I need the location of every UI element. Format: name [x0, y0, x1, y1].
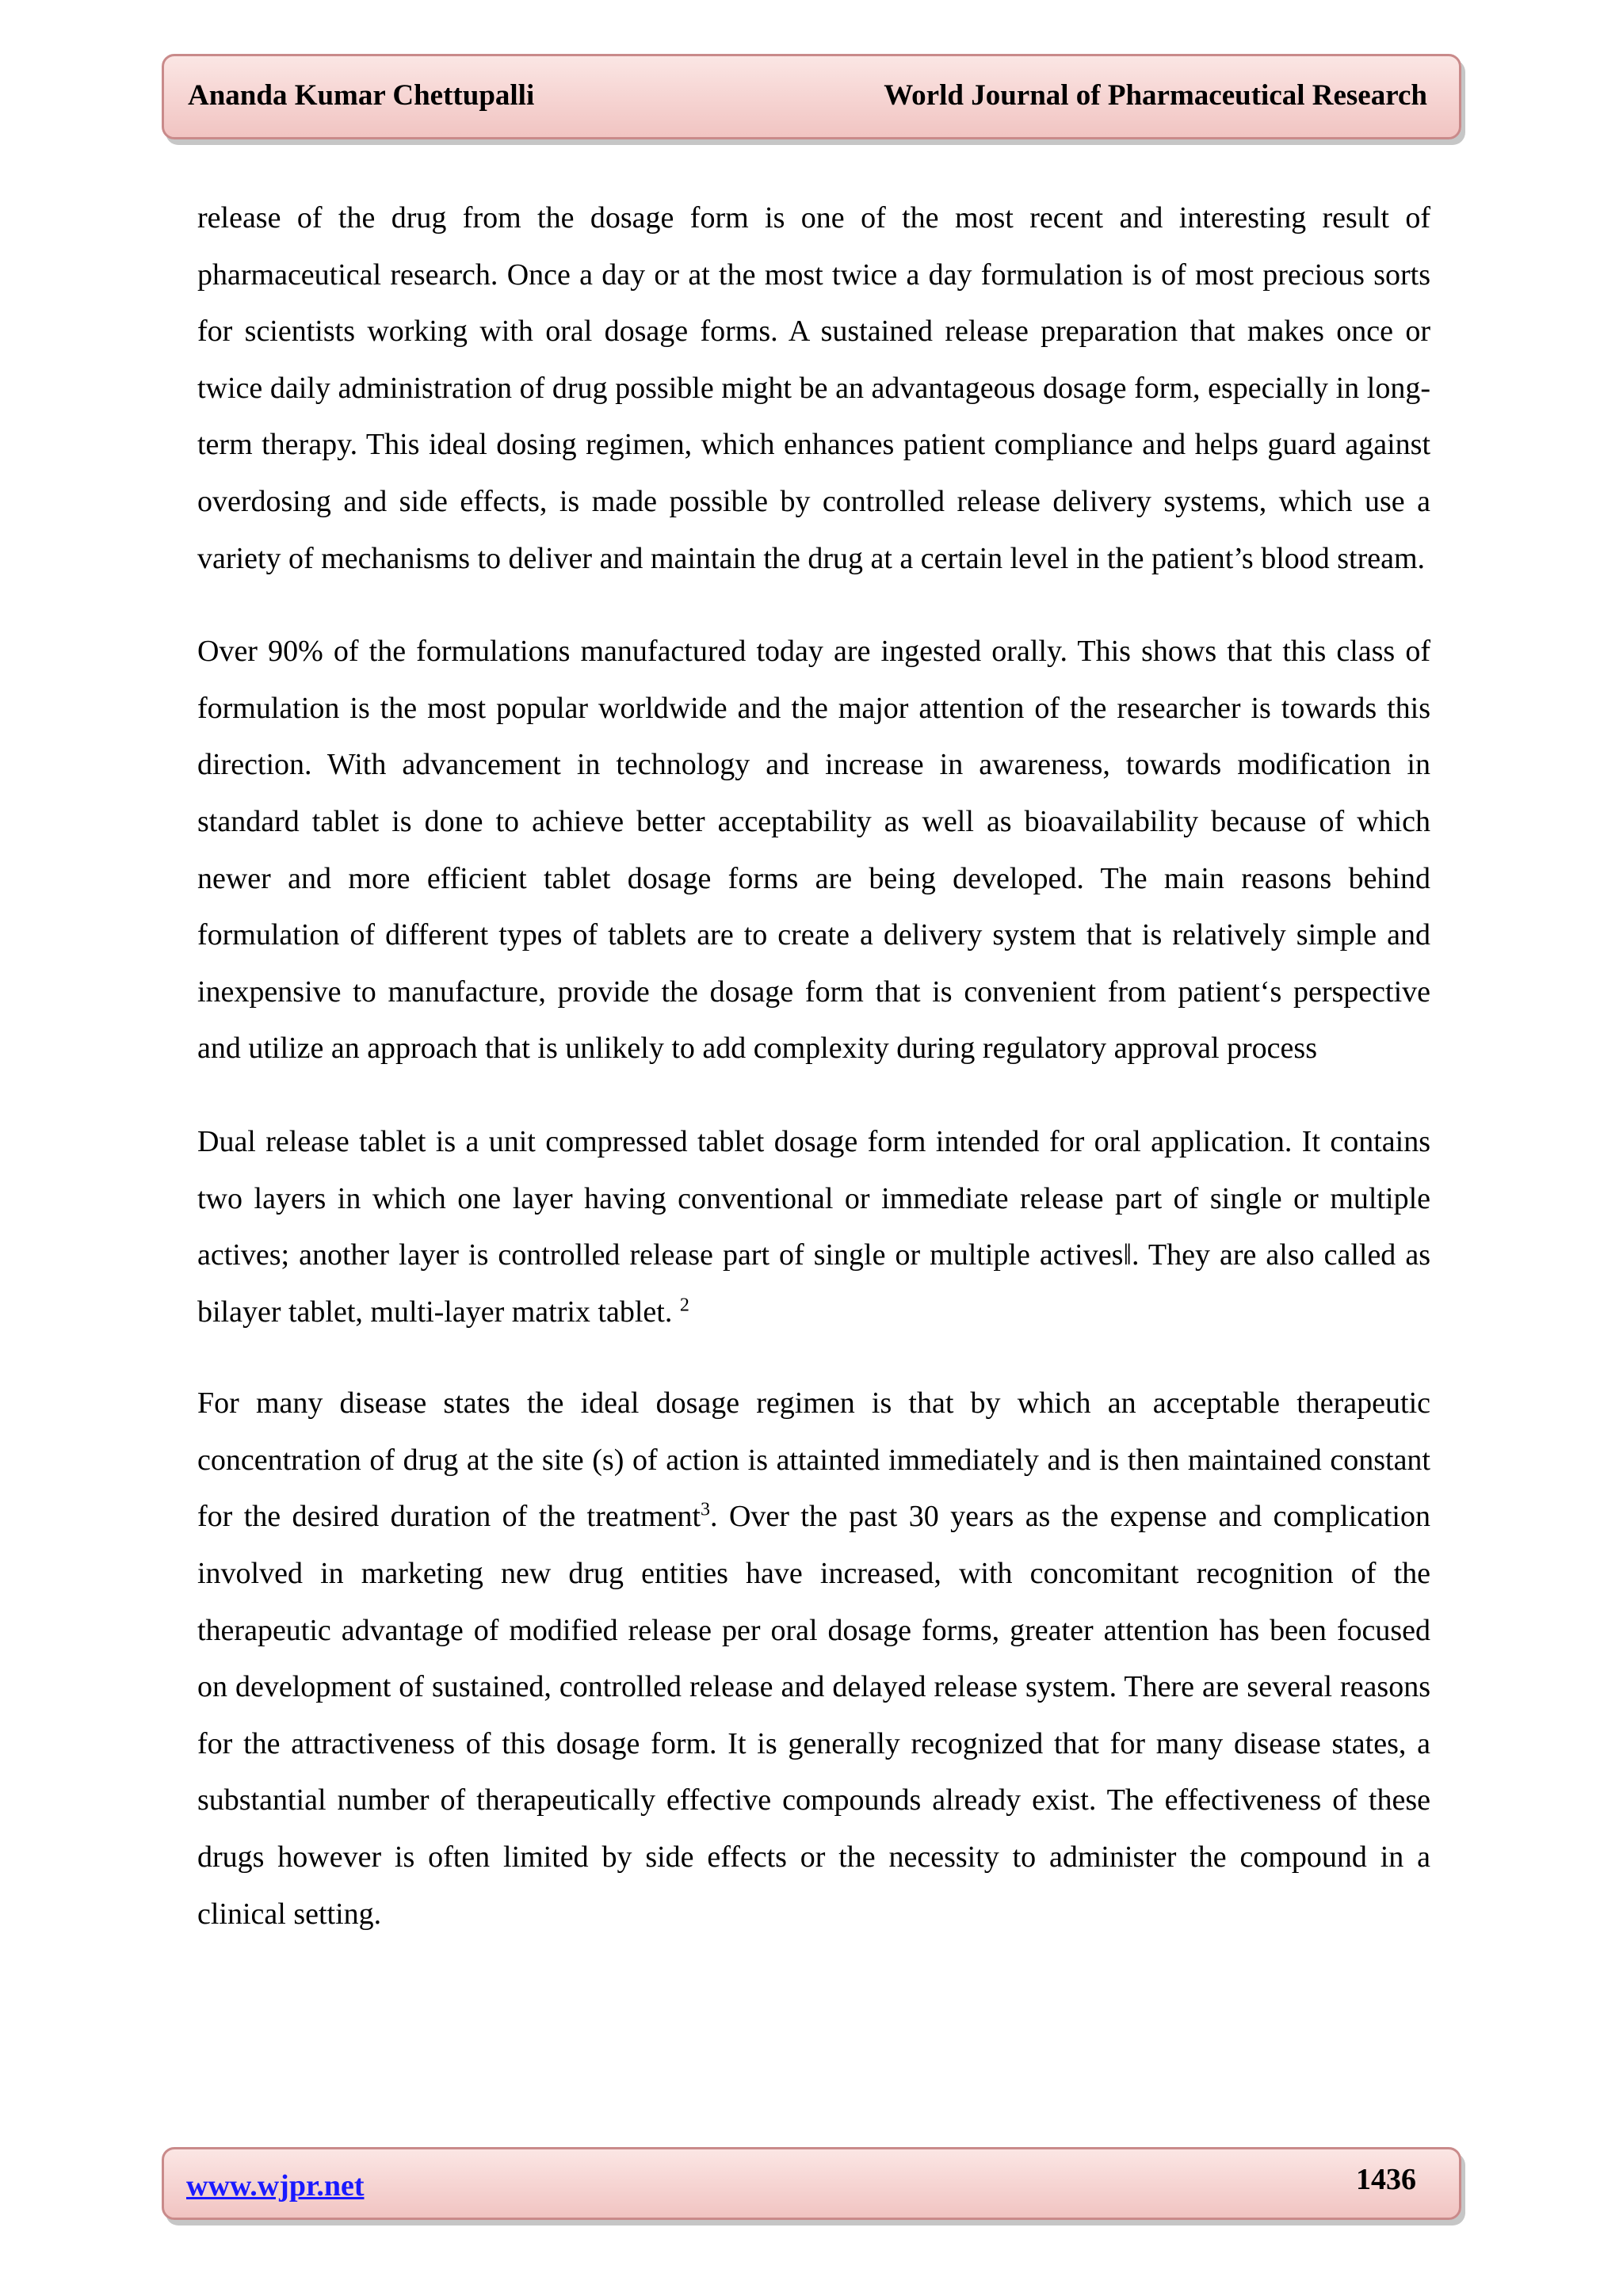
paragraph-4 [197, 1375, 1430, 1943]
paragraph-4-part-a: For many disease states the ideal dosage regimen is that by which an acceptable therapeutic concentration of drug at the site (s) of action is attainted immediately and is then maintained constant for the desired duration of the treatment [197, 1386, 1430, 1534]
paragraph-1: release of the drug from the dosage form is one of the most recent and interesting result of pharmaceutical research. Once a day or at the most twice a day formulation is of most precious sorts for scientists working with oral dosage forms. A sustained release preparation that makes once or twice daily administration of drug possible might be an advantageous dosage form, especially in long-term therapy. This ideal dosing regimen, which enhances patient compliance and helps guard against overdosing and side effects, is made possible by controlled release delivery systems, which use a variety of mechanisms to deliver and maintain the drug at a certain level in the patient’s blood stream. [197, 201, 1430, 575]
header-journal: World Journal of Pharmaceutical Research [884, 79, 1427, 112]
paragraph-4-part-b: . Over the past 30 years as the expense and complication involved in marketing new drug entities have increased, with concomitant recognition of the therapeutic advantage of modified release per oral dosage forms, greater attention has been focused on development of sustained, controlled release and delayed release system. There are several reasons for the attractiveness of this dosage form. It is generally recognized that for many disease states, a substantial number of therapeutically effective compounds already exist. The effectiveness of these drugs however is often limited by side effects or the necessity to administer the compound in a clinical setting. [197, 1500, 1430, 1931]
paragraph-2: Over 90% of the formulations manufactured today are ingested orally. This shows that this class of formulation is the most popular worldwide and the major attention of the researcher is towards this direction. With advancement in technology and increase in awareness, towards modification in standard tablet is done to achieve better acceptability as well as bioavailability because of which newer and more efficient tablet dosage forms are being developed. The main reasons behind formulation of different types of tablets are to create a delivery system that is relatively simple and inexpensive to manufacture, provide the dosage form that is convenient from patient‘s perspective and utilize an approach that is unlikely to add complexity during regulatory approval process [197, 635, 1430, 1066]
reference-3: 3 [701, 1499, 711, 1520]
paragraph-3 [197, 1114, 1430, 1341]
website-link[interactable]: www.wjpr.net [186, 2169, 365, 2203]
header-author: Ananda Kumar Chettupalli [188, 79, 535, 112]
page-number: 1436 [1356, 2163, 1416, 2196]
article-body [197, 190, 1430, 1979]
paragraph-3-text: Dual release tablet is a unit compressed tablet dosage form intended for oral application. It contains two layers in which one layer having conventional or immediate release part of single or multiple actives; another layer is controlled release part of single or multiple actives‖. They are also called as bilayer tablet, multi-layer matrix tablet. [197, 1124, 1430, 1329]
page-header [162, 54, 1461, 139]
page-footer [162, 2147, 1461, 2220]
reference-2: 2 [679, 1295, 689, 1316]
